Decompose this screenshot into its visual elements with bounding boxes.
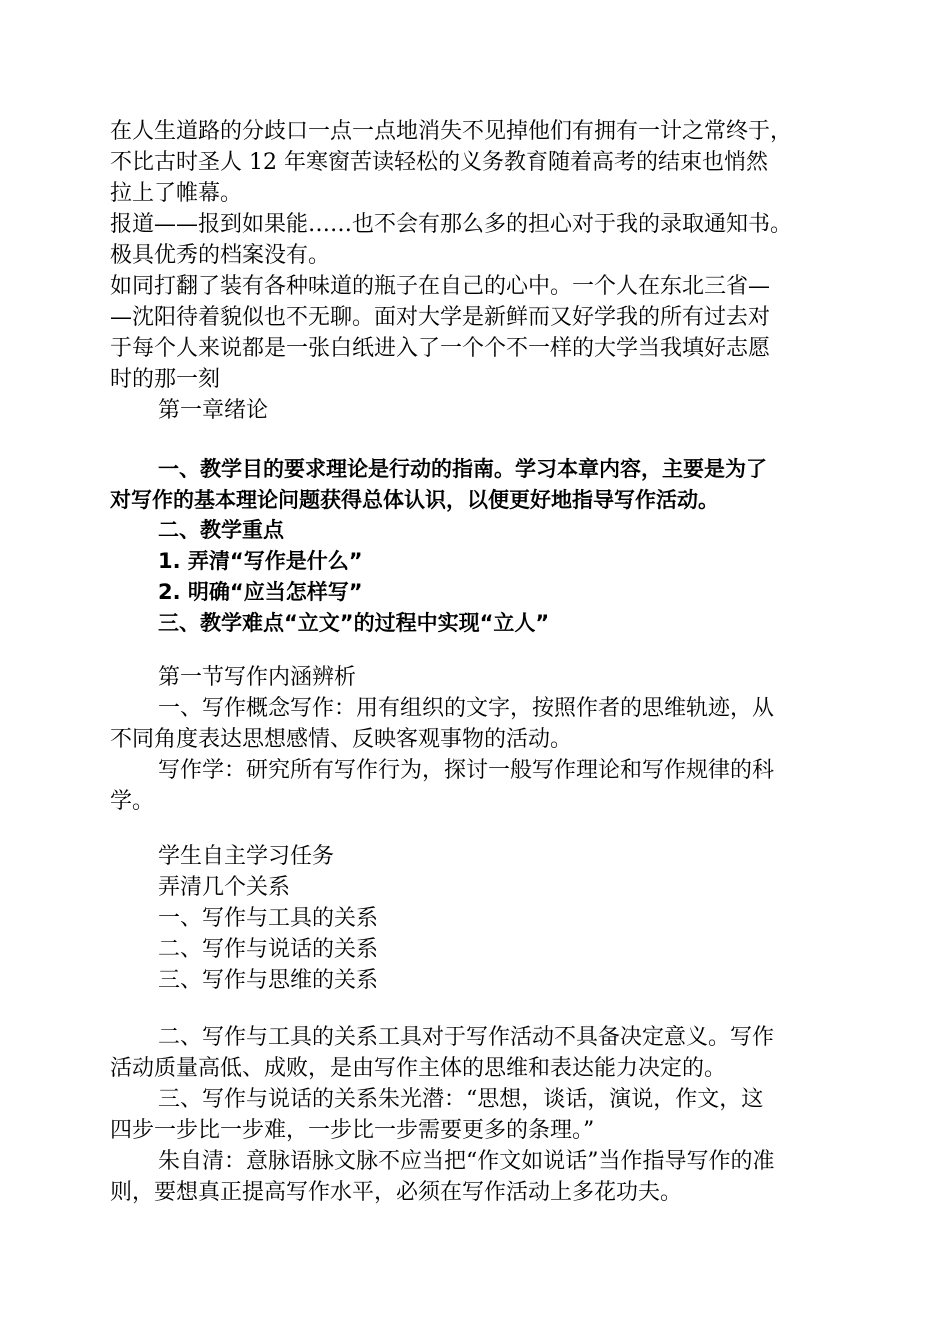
task-title: 学生自主学习任务 [158,844,335,869]
text-line: 不比古时圣人 12 年寒窗苦读轻松的义务教育随着高考的结束也悄然 [110,150,768,175]
concept-paragraph [110,693,840,755]
text-line: 三、写作与说话的关系朱光潜：“思想，谈话，演说，作文，这 [158,1087,764,1112]
text-line: 四步一步比一步难，一步比一步需要更多的条理。” [110,1118,595,1143]
text-line: 对写作的基本理论问题获得总体认识，以便更好地指导写作活动。 [110,488,719,512]
text-line: 二、写作与工具的关系工具对于写作活动不具备决定意义。写作 [158,1025,775,1050]
relations-title: 弄清几个关系 [158,875,291,900]
chapter-title: 第一章绪论 [158,398,269,423]
text-line: 学。 [110,789,155,814]
text-line: 极具优秀的档案没有。 [110,243,331,268]
text-line: 在人生道路的分歧口一点一点地消失不见掉他们有拥有一计之常终于， [110,119,793,144]
key-point-2: 2. 明确“应当怎样写” [158,580,363,604]
text-line: 于每个人来说都是一张白纸进入了一个个不一样的大学当我填好志愿 [110,336,771,361]
zhu-ziqing-paragraph [110,1146,840,1208]
relation-item-2: 二、写作与说话的关系 [158,937,379,962]
key-point-1: 1. 弄清“写作是什么” [158,549,363,573]
text-line: 活动质量高低、成败，是由写作主体的思维和表达能力决定的。 [110,1056,727,1081]
writing-study-paragraph [110,755,840,817]
text-line: 如同打翻了装有各种味道的瓶子在自己的心中。一个人在东北三省— [110,274,771,299]
relation-item-1: 一、写作与工具的关系 [158,906,379,931]
text-line: 不同角度表达思想感情、反映客观事物的活动。 [110,727,573,752]
text-line: 拉上了帷幕。 [110,181,243,206]
text-line: 报道——报到如果能……也不会有那么多的担心对于我的录取通知书。 [110,212,793,237]
text-line: 写作学：研究所有写作行为，探讨一般写作理论和写作规律的科 [158,758,775,783]
report-paragraph [110,209,840,271]
text-line: 则，要想真正提高写作水平，必须在写作活动上多花功夫。 [110,1180,683,1205]
difficulty-line: 三、教学难点“立文”的过程中实现“立人” [158,611,550,635]
tool-relation-paragraph [110,1022,840,1084]
text-line: 一、教学目的要求理论是行动的指南。学习本章内容，主要是为了 [158,457,767,481]
feeling-paragraph [110,271,840,395]
text-line: —沈阳待着貌似也不无聊。面对大学是新鲜而又好学我的所有过去对 [110,305,771,330]
text-line: 一、写作概念写作：用有组织的文字，按照作者的思维轨迹，从 [158,696,775,721]
speech-relation-paragraph [110,1084,840,1146]
intro-paragraph [110,116,840,209]
teaching-goal-paragraph [110,454,840,516]
relation-item-3: 三、写作与思维的关系 [158,968,379,993]
section-title: 第一节写作内涵辨析 [158,665,357,690]
text-line: 朱自清：意脉语脉文脉不应当把“作文如说话”当作指导写作的准 [158,1149,775,1174]
text-line: 时的那一刻 [110,367,221,392]
key-points-title: 二、教学重点 [158,518,284,542]
